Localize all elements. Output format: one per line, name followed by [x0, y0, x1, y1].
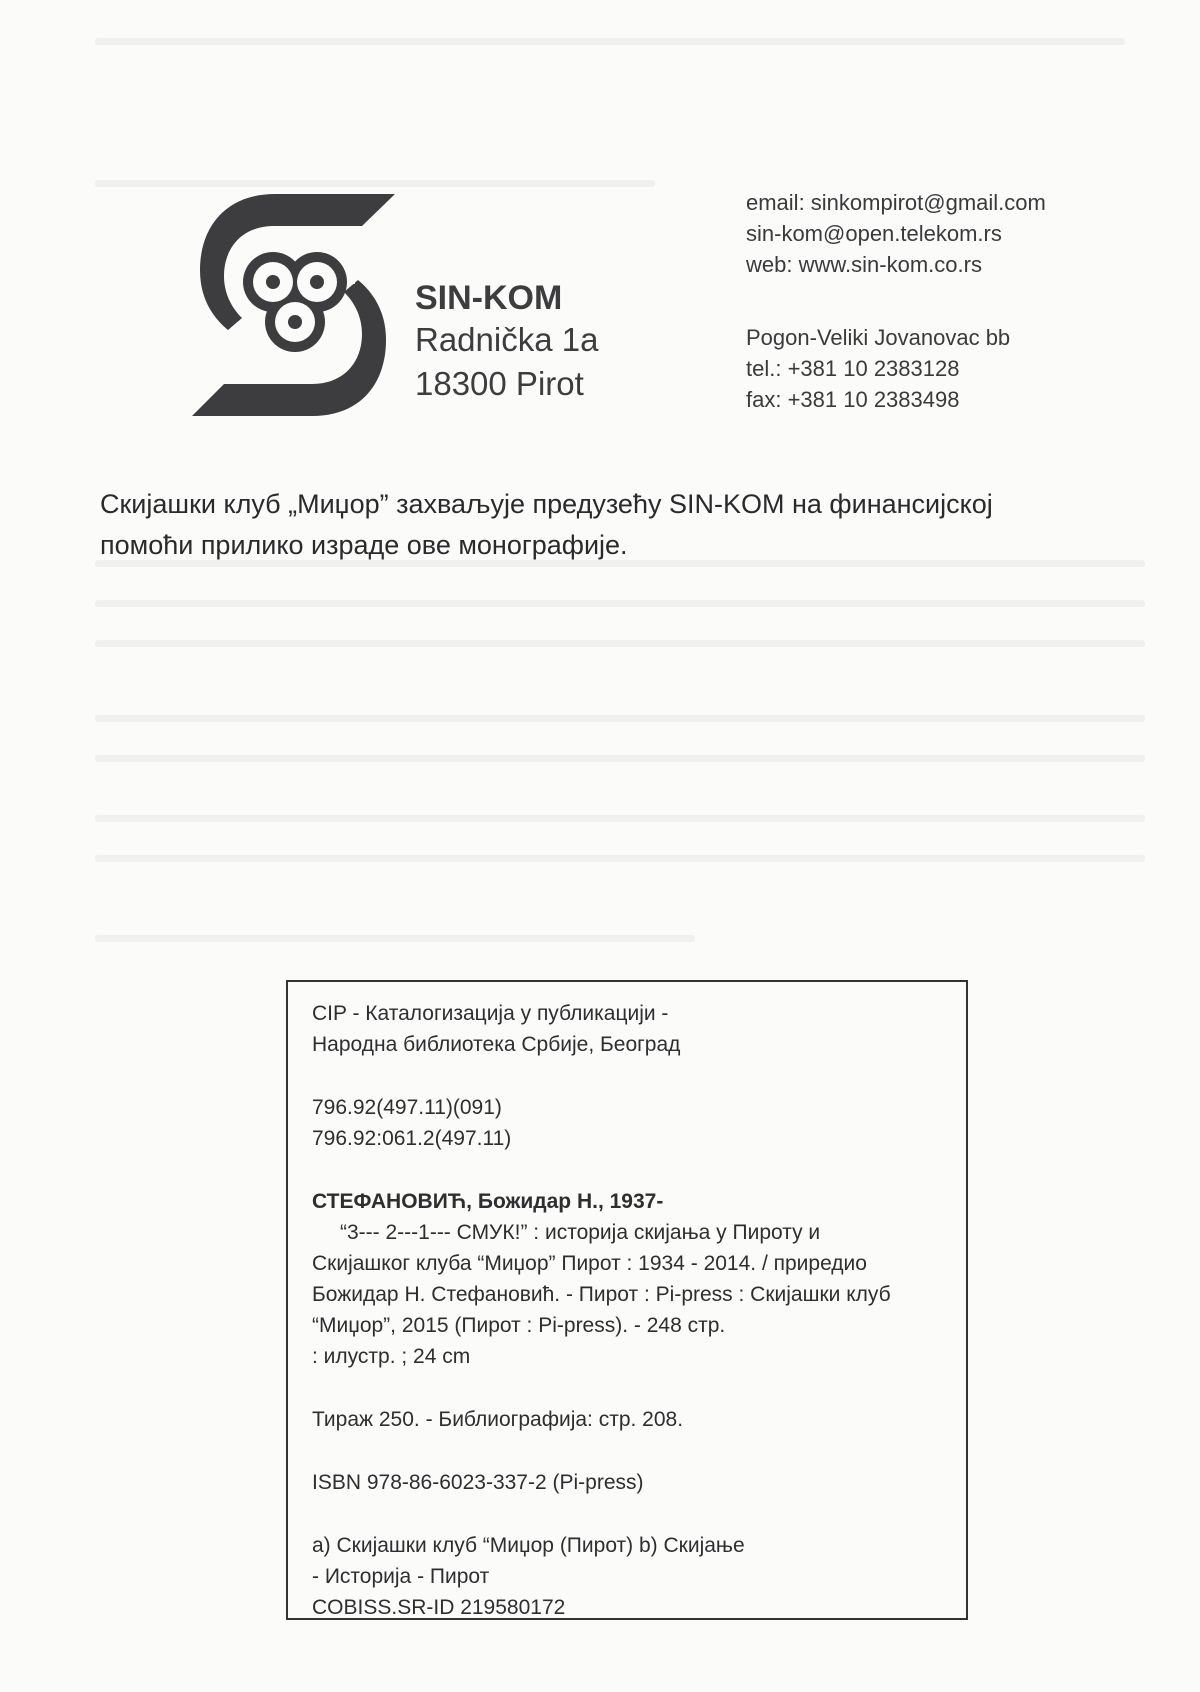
udc-code: 796.92(497.11)(091) — [312, 1096, 502, 1119]
subject-line: а) Скијашки клуб “Миџор (Пирот) b) Скијање — [312, 1534, 745, 1557]
bleed-through-line — [95, 755, 1145, 762]
acknowledgement-line: Скијашки клуб „Миџор” захваљује предузећу SIN-KOM на финансијској — [100, 489, 993, 519]
cip-description-line: “Миџор”, 2015 (Пирот : Pi-press). - 248 стр. — [312, 1314, 726, 1337]
cip-library: Народна библиотека Србије, Београд — [312, 1033, 681, 1056]
cip-catalog-record — [286, 980, 968, 1620]
company-address-block — [415, 278, 598, 406]
website-text: web: www.sin-kom.co.rs — [746, 252, 982, 277]
bleed-through-line — [95, 38, 1125, 45]
isbn-text: ISBN 978-86-6023-337-2 (Pi-press) — [312, 1471, 644, 1494]
cobiss-id: COBISS.SR-ID 219580172 — [312, 1596, 566, 1619]
print-run-text: Тираж 250. - Библиографија: стр. 208. — [312, 1408, 684, 1431]
cip-description-line: Скијашког клуба “Миџор” Пирот : 1934 - 2014. / приредио — [312, 1252, 867, 1275]
udc-code: 796.92:061.2(497.11) — [312, 1127, 512, 1150]
company-city: 18300 Pirot — [415, 365, 584, 402]
sin-kom-logo — [180, 190, 410, 420]
cip-description-line: “3--- 2---1--- СМУК!” : историја скијања у Пироту и — [340, 1221, 821, 1244]
cip-author: СТЕФАНОВИЋ, Божидар Н., 1937- — [312, 1190, 664, 1213]
bleed-through-line — [95, 935, 695, 942]
bleed-through-line — [95, 180, 655, 187]
plant-block — [746, 322, 1010, 415]
fax-number: fax: +381 10 2383498 — [746, 387, 960, 412]
email-text: email: sinkompirot@gmail.com — [746, 190, 1046, 215]
company-street: Radnička 1a — [415, 321, 599, 358]
plant-address: Pogon-Veliki Jovanovac bb — [746, 325, 1011, 350]
contact-block — [746, 187, 1046, 280]
acknowledgement-line: помоћи прилико израде ове монографије. — [100, 530, 628, 560]
cip-header: CIP - Каталогизација у публикацији - — [312, 1002, 669, 1025]
bleed-through-line — [95, 640, 1145, 647]
company-name: SIN-KOM — [415, 279, 563, 317]
email-secondary-text: sin-kom@open.telekom.rs — [746, 221, 1002, 246]
cip-description-line: : илустр. ; 24 cm — [312, 1345, 471, 1368]
bleed-through-line — [95, 600, 1145, 607]
bleed-through-line — [95, 855, 1145, 862]
bleed-through-line — [95, 815, 1145, 822]
cip-description-line: Божидар Н. Стефановић. - Пирот : Pi-press : Скијашки клуб — [312, 1283, 891, 1306]
phone-number: tel.: +381 10 2383128 — [746, 356, 960, 381]
bleed-through-line — [95, 715, 1145, 722]
subject-line: - Историја - Пирот — [312, 1565, 490, 1588]
acknowledgement-text — [100, 484, 1150, 566]
